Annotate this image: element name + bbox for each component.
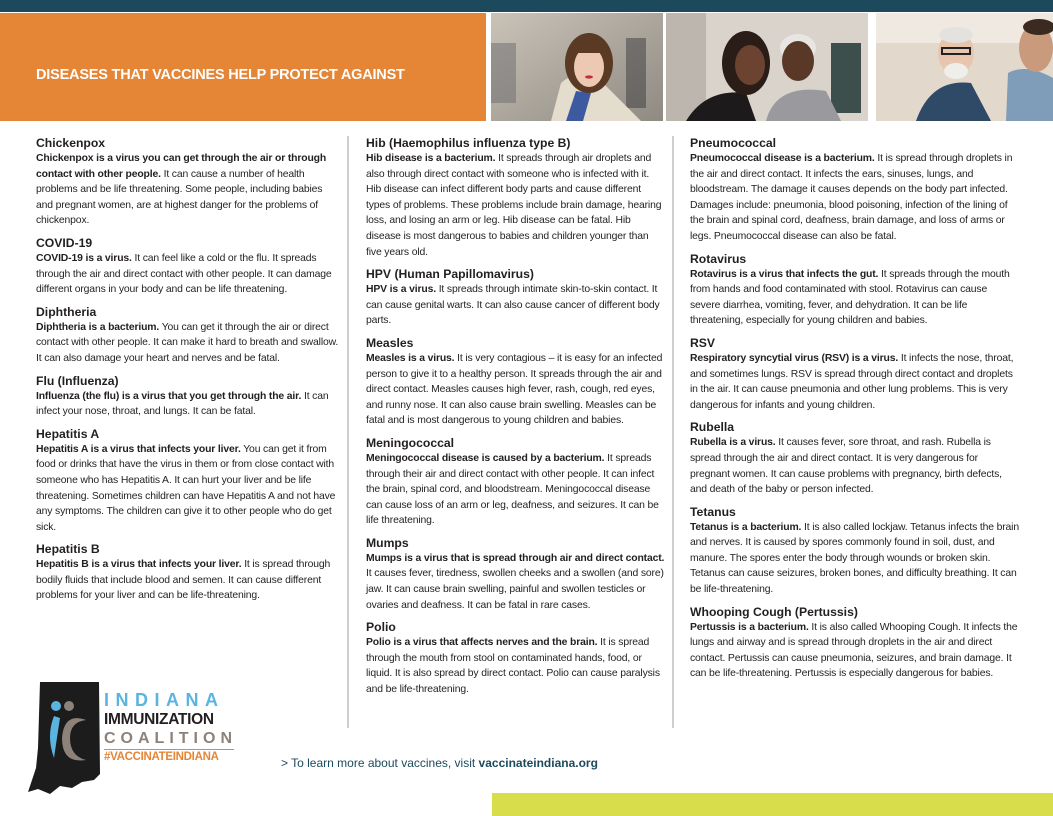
disease-description — [690, 435, 1020, 497]
disease-summary: Rotavirus is a virus that infects the gut. — [690, 268, 879, 280]
logo-line-indiana: INDIANA — [104, 690, 225, 710]
footer-note — [281, 756, 598, 770]
disease-description — [36, 320, 341, 367]
disease-details: It causes fever, sore throat, and rash. Rubella is spread through the air and direct contact. It is very dangerous for pregnant women. It can cause problems with pregnancy, birth defects, and death of the baby or person infected. — [690, 437, 1002, 496]
disease-name: Hepatitis B — [36, 542, 100, 557]
disease-summary: Diphtheria is a bacterium. — [36, 321, 160, 333]
disease-summary: Hib disease is a bacterium. — [366, 153, 496, 164]
disease-summary: Pertussis is a bacterium. — [690, 621, 809, 633]
page-title: DISEASES THAT VACCINES HELP PROTECT AGAINST — [36, 67, 405, 83]
disease-name: Chickenpox — [36, 136, 106, 150]
disease-name: Hib (Haemophilus influenza type B) — [366, 136, 571, 150]
disease-column-1 — [36, 136, 341, 611]
column-divider — [347, 136, 349, 728]
disease-details: It is spread through the mouth from stool on contaminated hands, food, or liquid. It is also spread by direct contact. Polio can cause paralysis and be life-threatening. — [366, 637, 660, 696]
disease-entry — [690, 136, 1020, 245]
disease-details: It spreads through intimate skin-to-skin contact. It can cause genital warts. It can also cause cancer of different body parts. — [366, 284, 660, 327]
disease-summary: Chickenpox is a virus you can get through the air or through contact with other people. — [36, 153, 327, 180]
disease-description — [366, 451, 666, 529]
disease-summary: COVID-19 is a virus. — [36, 252, 132, 264]
disease-description — [690, 267, 1020, 329]
top-bar — [0, 0, 1053, 12]
disease-entry — [366, 536, 666, 613]
coalition-logo — [104, 690, 237, 765]
disease-details: It is also called Whooping Cough. It infects the lungs and airway and is spread through droplets in the air and direct contact. Pertussis can cause pneumonia, seizures, and brain damage. It can be life-threatening. Pertussis is especially dangerous for babies. — [690, 621, 1018, 680]
disease-description — [36, 389, 341, 420]
logo-line-coalition: COALITION — [104, 729, 234, 750]
disease-details: It causes fever, tiredness, swollen cheeks and a swollen (and sore) jaw. It can cause brain swelling, painful and swollen testicles or ovaries and deafness. It can be fatal in rare cases. — [366, 568, 664, 611]
disease-details: It spreads through air droplets and also through direct contact with someone who is infected with it. Hib disease can infect different body parts and cause different types of problems. These problems include brain damage, hearing loss, and losing an arm or leg. Hib disease can be fatal. Hib disease is most dangerous to babies and children younger than five years old. — [366, 153, 662, 258]
disease-name: Hepatitis A — [36, 426, 100, 441]
disease-name: Whooping Cough (Pertussis) — [690, 604, 858, 619]
disease-name: Rubella — [690, 420, 735, 435]
disease-summary: HPV is a virus. — [366, 284, 436, 296]
disease-name: Flu (Influenza) — [36, 373, 119, 388]
disease-name: Mumps — [366, 535, 409, 550]
photo-two-women — [666, 13, 868, 121]
disease-description — [36, 557, 341, 604]
disease-entry — [690, 252, 1020, 329]
title-banner — [0, 13, 486, 121]
website-link[interactable]: vaccinateindiana.org — [478, 756, 598, 770]
disease-column-3 — [690, 136, 1020, 689]
photo-two-men — [876, 13, 1053, 121]
disease-entry — [36, 305, 341, 367]
disease-description — [366, 551, 666, 613]
disease-description — [690, 151, 1020, 245]
disease-entry — [690, 605, 1020, 682]
disease-entry — [366, 336, 666, 429]
disease-name: Polio — [366, 620, 396, 635]
disease-details: It is spread through droplets in the air and direct contact. It infects the ears, sinuses, lungs, and bloodstream. The damage it causes depends on the body part infected. Damages include: pneumonia, blood poisoning, infection of the lining of the brain and spinal cord, deafness, brain damage, and loss of arms or legs. Pneumococcal disease can also be fatal. — [690, 153, 1013, 242]
disease-details: You can get it from food or drinks that have the virus in them or from close contact with someone who has Hepatitis A. It can hurt your liver and be life threatening. Sometimes children can have Hepatitis A and not have any symptoms. The children can give it to other people who do get sick. — [36, 443, 336, 533]
disease-description — [690, 520, 1020, 598]
disease-description — [36, 151, 341, 229]
disease-description — [690, 620, 1020, 682]
disease-summary: Meningococcal disease is caused by a bacterium. — [366, 452, 605, 464]
disease-name: COVID-19 — [36, 235, 93, 250]
disease-description — [366, 635, 666, 697]
photo-young-woman — [491, 13, 663, 121]
disease-description — [366, 282, 666, 329]
column-divider — [672, 136, 674, 728]
disease-summary: Hepatitis B is a virus that infects your liver. — [36, 559, 242, 571]
disease-description — [36, 251, 341, 298]
footer-prefix: > To learn more about vaccines, visit — [281, 756, 479, 770]
disease-details: It spreads through their air and direct contact with other people. It can infect the brain, spinal cord, and bloodstream. Meningococcal disease can cause loss of an arm or leg, deafness, and seizures. It can be life threatening. — [366, 452, 659, 527]
disease-entry — [690, 336, 1020, 413]
disease-entry — [36, 427, 341, 536]
footer-accent-band — [492, 793, 1053, 816]
disease-details: You can get it through the air or direct contact with other people. It can make it hard to breath and swallow. It can also damage your heart and nerves and be fatal. — [36, 321, 339, 364]
disease-entry — [690, 505, 1020, 598]
disease-summary: Rubella is a virus. — [690, 437, 776, 449]
disease-details: It infects the nose, throat, and sometimes lungs. RSV is spread through direct contact and droplets in the air. It can cause pneumonia and other lung problems. This is very dangerous for infants and young children. — [690, 352, 1014, 411]
disease-details: It can cause a number of health problems and be life threatening. Some people, including babies and pregnant women, are at highest danger for the problems of chickenpox. — [36, 168, 323, 227]
disease-entry — [36, 374, 341, 420]
disease-name: Measles — [366, 335, 414, 350]
disease-column-2 — [366, 136, 666, 705]
disease-entry — [366, 267, 666, 329]
disease-entry — [36, 136, 341, 229]
disease-name: Rotavirus — [690, 251, 747, 266]
disease-description — [366, 151, 666, 260]
logo-hashtag: #VACCINATEINDIANA — [104, 751, 219, 763]
disease-entry — [366, 136, 666, 260]
disease-entry — [36, 542, 341, 604]
disease-summary: Measles is a virus. — [366, 352, 455, 364]
disease-entry — [366, 620, 666, 697]
logo-line-immunization: IMMUNIZATION — [104, 711, 214, 728]
disease-summary: Pneumococcal disease is a bacterium. — [690, 153, 875, 164]
disease-name: Meningococcal — [366, 435, 455, 450]
disease-summary: Hepatitis A is a virus that infects your liver. — [36, 443, 241, 455]
disease-entry — [366, 436, 666, 529]
disease-description — [690, 351, 1020, 413]
disease-details: It spreads through the mouth from hands and food contaminated with stool. Rotavirus can cause severe diarrhea, vomiting, fever, and dehydration. It can be life threatening, especially for young children and babies. — [690, 268, 1010, 327]
disease-details: It is spread through bodily fluids that include blood and semen. It can cause different problems for your liver and can be life-threatening. — [36, 559, 331, 602]
disease-details: It can infect your nose, throat, and lungs. It can be fatal. — [36, 390, 329, 418]
disease-summary: Mumps is a virus that is spread through air and direct contact. — [366, 552, 665, 564]
disease-details: It is very contagious – it is easy for an infected person to give it to a healthy person. It spreads through the air and direct contact. Measles causes high fever, rash, cough, red eyes, and runny nose. It can also cause brain swelling. Measles can be fatal and is most dangerous to young children and babies. — [366, 352, 663, 427]
disease-details: It can feel like a cold or the flu. It spreads through the air and direct contact with other people. It can damage different organs in your body and can be life threatening. — [36, 252, 332, 296]
disease-name: Tetanus — [690, 504, 736, 519]
disease-name: RSV — [690, 335, 716, 350]
disease-name: Pneumococcal — [690, 136, 777, 150]
disease-summary: Tetanus is a bacterium. — [690, 521, 802, 533]
disease-entry — [36, 236, 341, 298]
disease-entry — [690, 420, 1020, 497]
disease-summary: Polio is a virus that affects nerves and the brain. — [366, 637, 598, 649]
disease-description — [366, 351, 666, 429]
disease-summary: Influenza (the flu) is a virus that you get through the air. — [36, 390, 302, 402]
disease-name: HPV (Human Papillomavirus) — [366, 267, 534, 282]
disease-description — [36, 442, 341, 536]
disease-name: Diphtheria — [36, 304, 97, 319]
disease-details: It is also called lockjaw. Tetanus infects the brain and nerves. It is caused by spores commonly found in soil, dust, and manure. The spores enter the body through wounds or broken skin. Tetanus can cause seizures, broken bones, and difficulty breathing. It can be life-threatening. — [690, 521, 1019, 596]
disease-summary: Respiratory syncytial virus (RSV) is a virus. — [690, 352, 899, 364]
